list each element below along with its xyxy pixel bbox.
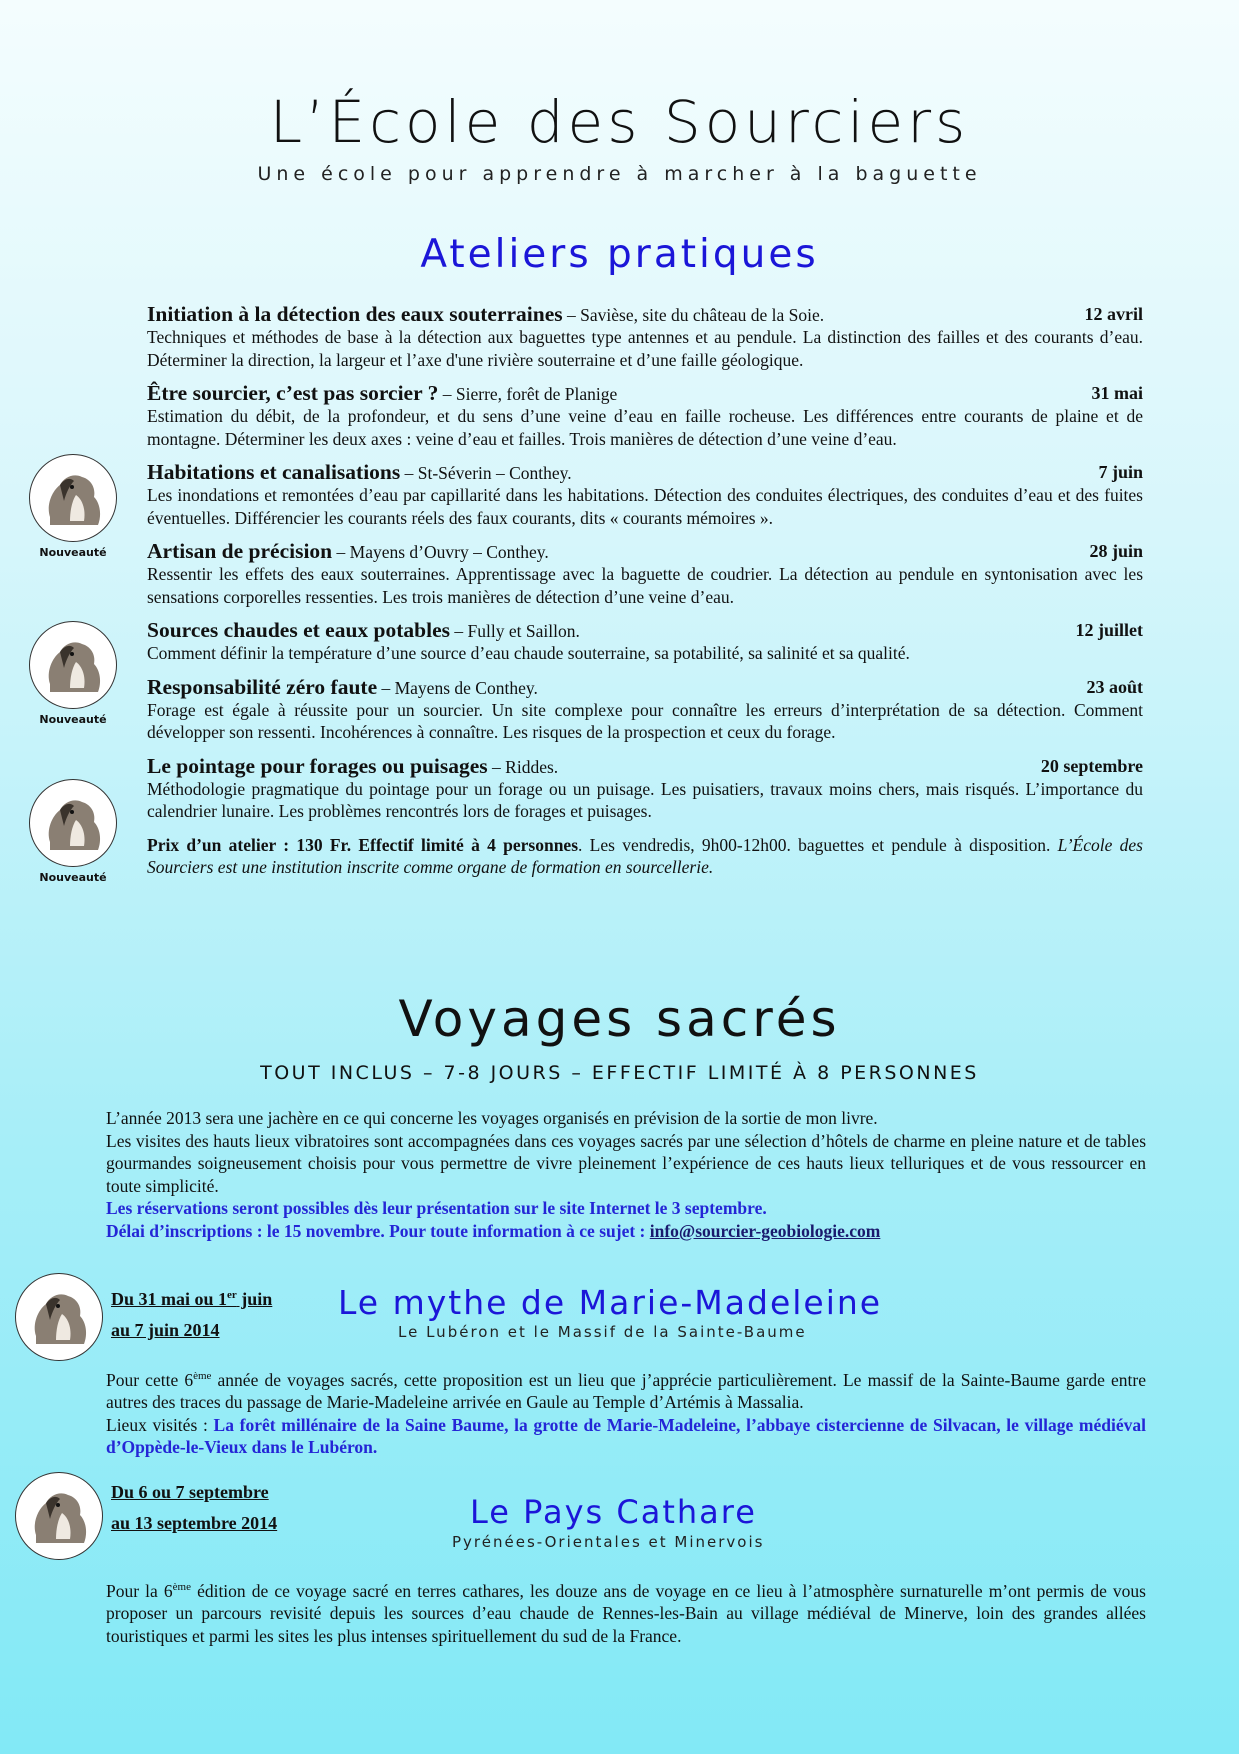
workshop-title: Responsabilité zéro faute bbox=[147, 674, 378, 699]
workshop-description: Méthodologie pragmatique du pointage pour un forage ou un puisage. Les puisatiers, travaux moins chers, mais risqués. L’importance du calendrier lunaire. Les problèmes rencontrés lors de forages et puisages. bbox=[147, 778, 1143, 821]
trip1-description bbox=[106, 1365, 1146, 1459]
trip2-title: Le Pays Cathare bbox=[470, 1493, 757, 1531]
trip1-places-label: Lieux visités : bbox=[106, 1414, 214, 1435]
ateliers-heading: Ateliers pratiques bbox=[420, 232, 819, 277]
workshop-item bbox=[147, 303, 1143, 371]
nouveaute-badge-3 bbox=[27, 779, 119, 884]
dog-icon bbox=[16, 1274, 102, 1360]
workshop-place: – Fully et Saillon. bbox=[450, 621, 580, 641]
workshop-date: 23 août bbox=[1086, 676, 1143, 697]
workshop-date: 12 juillet bbox=[1075, 620, 1143, 640]
workshop-description: Estimation du débit, de la profondeur, et du sens d’une veine d’eau en faille rocheuse. Les différences entre courants de plaine et de montagne. Déterminer les deux axes : veine d’eau et failles. Trois manières de détection d’une veine d’eau. bbox=[147, 406, 1143, 449]
dog-icon bbox=[30, 780, 116, 866]
workshop-date: 20 septembre bbox=[1040, 755, 1143, 776]
trip1-title: Le mythe de Marie-Madeleine bbox=[338, 1283, 883, 1322]
trip1-subtitle: Le Lubéron et le Massif de la Sainte-Baume bbox=[398, 1323, 807, 1341]
trip2-badge bbox=[13, 1472, 105, 1560]
dog-icon bbox=[30, 622, 116, 708]
workshop-title: Être sourcier, c’est pas sorcier ? bbox=[147, 381, 439, 405]
trip1-date-end: au 7 juin 2014 bbox=[111, 1320, 220, 1340]
page-title: L’École des Sourciers bbox=[269, 88, 970, 156]
workshop-item bbox=[147, 540, 1143, 608]
ateliers-price: Prix d’un atelier : 130 Fr. Effectif limité à 4 personnes bbox=[147, 834, 579, 855]
ateliers-institution: L’École des Sourciers est une institution inscrite comme organe de formation en sourcellerie. bbox=[147, 834, 1143, 877]
workshop-item bbox=[147, 382, 1143, 450]
workshop-title: Artisan de précision bbox=[147, 539, 333, 563]
intro-line-1: L’année 2013 sera une jachère en ce qui concerne les voyages organisés en prévision de la sortie de mon livre. bbox=[106, 1108, 878, 1128]
workshop-description: Comment définir la température d’une source d’eau chaude souterraine, sa potabilité, sa salinité et sa qualité. bbox=[147, 643, 910, 663]
page-subtitle: Une école pour apprendre à marcher à la baguette bbox=[257, 163, 982, 185]
workshop-date: 28 juin bbox=[1089, 541, 1143, 561]
trip1-text-a: Pour cette 6 bbox=[106, 1369, 194, 1390]
ateliers-note bbox=[147, 834, 1143, 878]
workshop-place: – Savièse, site du château de la Soie. bbox=[562, 305, 825, 325]
workshop-date: 7 juin bbox=[1098, 462, 1143, 482]
workshop-title: Initiation à la détection des eaux souterraines bbox=[147, 302, 563, 326]
email-link[interactable]: info@sourcier-geobiologie.com bbox=[649, 1220, 881, 1241]
workshop-date: 31 mai bbox=[1091, 383, 1143, 403]
nouveaute-label: Nouveauté bbox=[39, 546, 107, 559]
trip1-date-start: Du 31 mai ou 1 bbox=[111, 1289, 228, 1309]
workshop-item bbox=[147, 676, 1143, 744]
trip2-dates bbox=[111, 1477, 277, 1539]
trip2-text-b: édition de ce voyage sacré en terres cathares, les douze ans de voyage en ce lieu à l’atmosphère surnaturelle m’ont permis de vous proposer un parcours revisité depuis les sources d’eau chaude de Rennes-les-Bain au village médiéval de Minerve, loin des grandes allées touristiques et parmi les sites les plus intenses spirituellement du sud de la France. bbox=[106, 1580, 1146, 1646]
intro-line-2: Les visites des hauts lieux vibratoires sont accompagnées dans ces voyages sacrés par une sélection d’hôtels de charme en pleine nature et de tables gourmandes soigneusement choisis pour vous permettre de vivre pleinement l’expérience de ces hauts lieux telluriques et de vous ressourcer en toute simplicité. bbox=[106, 1130, 1146, 1196]
workshop-item bbox=[147, 461, 1143, 529]
workshop-place: – Mayens de Conthey. bbox=[377, 677, 538, 698]
deadline-info: Délai d’inscriptions : le 15 novembre. Pour toute information à ce sujet : bbox=[106, 1220, 650, 1241]
trip2-date-start: Du 6 ou 7 septembre bbox=[111, 1482, 269, 1502]
dog-icon bbox=[30, 455, 116, 541]
nouveaute-label: Nouveauté bbox=[39, 713, 107, 726]
workshop-date: 12 avril bbox=[1084, 304, 1143, 324]
nouveaute-label: Nouveauté bbox=[39, 871, 107, 884]
workshop-description: Forage est égale à réussite pour un sourcier. Un site complexe pour connaître les erreurs d’interprétation de sa détection. Comment développer son ressenti. Incohérences à connaître. Les risques de la prospection et ceux du forage. bbox=[147, 699, 1143, 742]
voyages-intro bbox=[106, 1107, 1146, 1242]
voyages-subheading: TOUT INCLUS – 7-8 JOURS – EFFECTIF LIMITÉ À 8 PERSONNES bbox=[260, 1062, 979, 1084]
trip2-subtitle: Pyrénées-Orientales et Minervois bbox=[452, 1533, 765, 1551]
workshop-place: – Sierre, forêt de Planige bbox=[438, 384, 618, 404]
trip2-date-end: au 13 septembre 2014 bbox=[111, 1513, 278, 1533]
trip1-date-sup: er bbox=[227, 1289, 237, 1301]
ateliers-schedule: . Les vendredis, 9h00-12h00. baguettes et pendule à disposition. bbox=[578, 834, 1058, 855]
dog-icon bbox=[16, 1473, 102, 1559]
workshop-place: – St-Séverin – Conthey. bbox=[400, 463, 572, 483]
nouveaute-badge-1 bbox=[27, 454, 119, 559]
reservation-info: Les réservations seront possibles dès leur présentation sur le site Internet le 3 septembre. bbox=[106, 1198, 767, 1218]
workshop-item bbox=[147, 619, 1143, 665]
workshop-title: Le pointage pour forages ou puisages bbox=[147, 753, 488, 778]
trip2-text-a: Pour la 6 bbox=[106, 1580, 173, 1601]
workshop-description: Les inondations et remontées d’eau par capillarité dans les habitations. Détection des conduites électriques, des conduites d’eau et des fuites éventuelles. Différencier les courants réels des faux courants, dits « courants mémoires ». bbox=[147, 485, 1143, 528]
trip1-text-b: année de voyages sacrés, cette proposition est un lieu que j’apprécie particulièrement. Le massif de la Sainte-Baume garde entre autres des traces du passage de Marie-Madeleine arrivée en Gaule au Temple d’Artémis à Massalia. bbox=[106, 1369, 1146, 1413]
workshop-place: – Mayens d’Ouvry – Conthey. bbox=[332, 542, 549, 562]
workshop-item bbox=[147, 755, 1143, 823]
trip1-date-start-end: juin bbox=[236, 1289, 273, 1309]
workshop-title: Habitations et canalisations bbox=[147, 460, 401, 484]
workshop-description: Techniques et méthodes de base à la détection aux baguettes type antennes et au pendule. La distinction des failles et des courants d’eau. Déterminer la direction, la largeur et l’axe d'une rivière souterraine et d’une faille géologique. bbox=[147, 327, 1143, 370]
workshop-description: Ressentir les effets des eaux souterraines. Apprentissage avec la baguette de coudrier. La détection au pendule en syntonisation avec les sensations corporelles ressenties. Les trois manières de détection d’une veine d’eau. bbox=[147, 564, 1143, 607]
trip1-badge bbox=[13, 1273, 105, 1361]
workshop-title: Sources chaudes et eaux potables bbox=[147, 618, 451, 642]
trip2-description bbox=[106, 1576, 1146, 1647]
trip1-dates bbox=[111, 1280, 272, 1346]
voyages-heading: Voyages sacrés bbox=[398, 990, 841, 1048]
trip1-places: La forêt millénaire de la Saine Baume, la grotte de Marie-Madeleine, l’abbaye cistercienne de Silvacan, le village médiéval d’Oppède-le-Vieux dans le Lubéron. bbox=[106, 1414, 1146, 1458]
workshop-place: – Riddes. bbox=[487, 756, 559, 777]
trip1-text-sup: ème bbox=[193, 1370, 212, 1382]
workshop-list bbox=[147, 303, 1143, 878]
trip2-text-sup: ème bbox=[172, 1581, 191, 1593]
nouveaute-badge-2 bbox=[27, 621, 119, 726]
